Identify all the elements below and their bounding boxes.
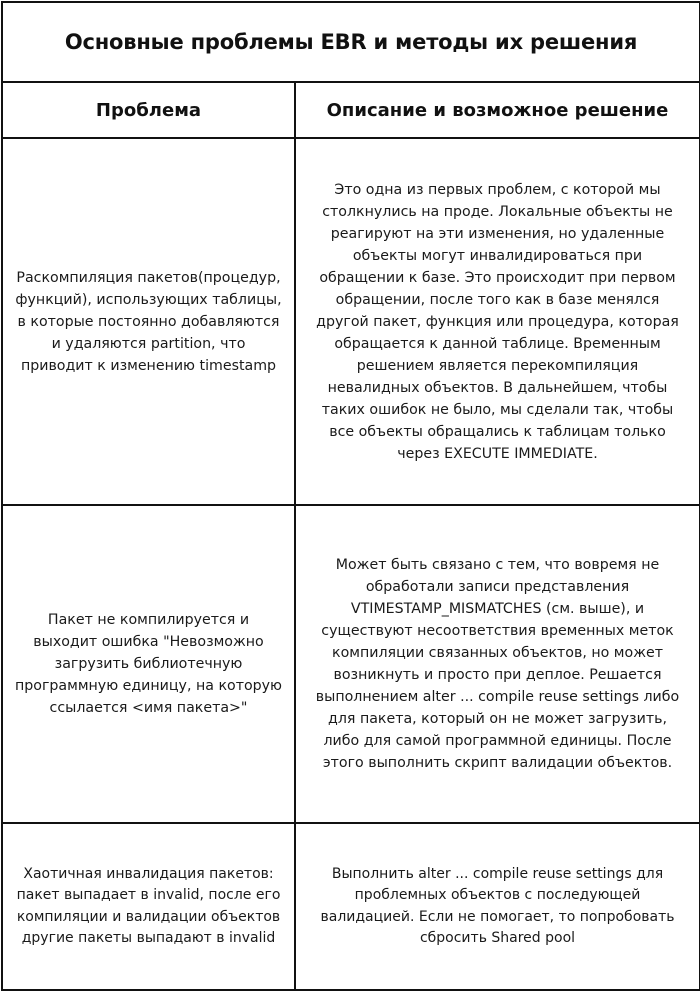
solution-cell: Это одна из первых проблем, с которой мы столкнулись на проде. Локальные объекты не реагируют на эти изменения, но удаленные объекты могут инвалидироваться при обращении к базе. Это происходит при первом обращении, после того как в базе менялся другой пакет, функция или процедура, которая обращается к данной таблице. Временным решением является перекомпиляция невалидных объектов. В дальнейшем, чтобы таких ошибок не было, мы сделали так, чтобы все объекты обращались к таблицам только через EXECUTE IMMEDIATE. [316,181,679,462]
table-header-row [3,83,699,139]
header-description-solution: Описание и возможное решение [326,99,669,121]
header-problem: Проблема [3,83,296,137]
table-row [3,139,699,506]
solution-cell: Может быть связано с тем, что вовремя не обработали записи представления VTIMESTAMP_MISMATCHES (см. выше), и существуют несоответствия временных меток компиляции связанных объектов, но может возникнуть и просто при деплое. Решается выполнением alter ... compile reuse settings либо для пакета, который он не может загрузить, либо для самой программной единицы. После этого выполнить скрипт валидации объектов. [315,557,680,771]
problem-cell: Раскомпиляция пакетов(процедур, функций), использующих таблицы, в которые постоянно добавляются и удаляются partition, что приводит к изменению timestamp [3,139,296,504]
problem-cell: Пакет не компилируется и выходит ошибка "Невозможно загрузить библиотечную программную единицу, на которую ссылается <имя пакета>" [3,506,296,822]
table-row [3,506,699,824]
table-row [3,824,699,989]
problem-cell: Хаотичная инвалидация пакетов: пакет выпадает в invalid, после его компиляции и валидации объектов другие пакеты выпадают в invalid [3,824,296,989]
ebr-problems-table [1,1,700,991]
solution-cell: Выполнить alter ... compile reuse settings для проблемных объектов с последующей валидацией. Если не помогает, то попробовать сбросить Shared pool [320,865,675,946]
table-title: Основные проблемы EBR и методы их решения [3,3,699,83]
